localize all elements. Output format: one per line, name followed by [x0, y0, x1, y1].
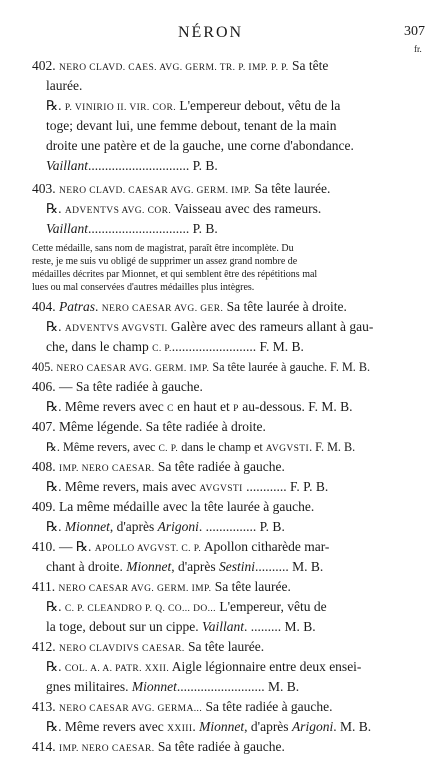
text-segment: ℞. — [46, 519, 65, 534]
text-line — [32, 337, 418, 357]
text-segment: 407. Même légende. Sa tête radiée à droite. — [32, 419, 266, 434]
text-line — [32, 697, 418, 717]
text-line — [32, 199, 418, 219]
text-segment: ℞. — [46, 599, 65, 614]
text-segment: lues ou mal conservées d'autres médailles plus intègres. — [32, 282, 255, 293]
note-line — [32, 281, 418, 294]
text-line — [32, 497, 418, 517]
text-segment: . ............... P. B. — [198, 519, 285, 534]
catalogue-text — [32, 56, 418, 757]
text-segment: ℞. — [46, 659, 65, 674]
text-line — [32, 116, 418, 136]
text-segment: 408. — [32, 459, 59, 474]
text-segment: ℞. Même revers avec — [46, 719, 168, 734]
source-name: Arigoni — [157, 519, 199, 534]
text-segment: 410. — ℞. — [32, 539, 95, 554]
text-line — [32, 357, 418, 377]
page-number: 307 — [404, 24, 425, 39]
text-line — [32, 76, 418, 96]
text-line — [32, 577, 418, 597]
note-line — [32, 268, 418, 281]
coin-legend: NERO CAESAR AVG. GER. — [101, 304, 224, 314]
text-segment: Sa tête — [288, 58, 329, 73]
text-segment: en haut et — [173, 399, 234, 414]
running-title: NÉRON — [178, 24, 244, 41]
text-line — [32, 156, 418, 176]
source-name: Patras — [59, 299, 96, 314]
text-line — [32, 457, 418, 477]
text-segment: Sa tête laurée. — [184, 639, 265, 654]
coin-legend: XXIII — [167, 724, 193, 734]
text-segment: ℞. — [46, 201, 65, 216]
text-segment: , d'après — [109, 519, 158, 534]
text-line — [32, 417, 418, 437]
text-segment: 411. — [32, 579, 59, 594]
text-segment: dans le champ et — [178, 440, 266, 454]
text-segment: Sa tête laurée. — [250, 181, 331, 196]
text-segment: L'empereur debout, vêtu de la — [175, 98, 341, 113]
text-segment: .............................. P. B. — [88, 158, 218, 173]
text-segment: 405. — [32, 360, 57, 374]
source-name: Mionnet — [199, 719, 245, 734]
text-line — [32, 96, 418, 116]
text-line — [32, 56, 418, 76]
text-segment: che, dans le champ — [46, 339, 153, 354]
coin-legend: ADVENTVS AVGVSTI. — [64, 324, 168, 334]
text-segment: 403. — [32, 181, 59, 196]
text-line — [32, 317, 418, 337]
coin-legend: C — [167, 404, 174, 414]
text-segment: ......................... F. M. B. — [171, 339, 304, 354]
text-segment: Sa tête laurée. — [211, 579, 291, 594]
text-segment: toge; devant lui, une femme debout, tenant de la main — [46, 118, 337, 133]
text-segment: Sa tête radiée à gauche. — [154, 459, 285, 474]
text-line — [32, 557, 418, 577]
text-line — [32, 377, 418, 397]
text-segment: , d'après — [244, 719, 292, 734]
text-segment: ℞. Même revers, avec — [46, 440, 159, 454]
text-line — [32, 437, 418, 457]
source-name: Mionnet — [64, 519, 110, 534]
coin-legend: NERO CLAVDIVS CAESAR. — [59, 644, 185, 654]
text-line — [32, 737, 418, 757]
text-segment: la toge, debout sur un cippe. — [46, 619, 202, 634]
text-segment: Apollon citharède mar- — [201, 539, 330, 554]
text-line — [32, 136, 418, 156]
text-line — [32, 617, 418, 637]
coin-legend: COL. A. A. PATR. XXII. — [64, 664, 170, 674]
page-note: fr. — [414, 44, 422, 54]
text-segment: . F. M. B. — [309, 440, 356, 454]
text-segment: Galère avec des rameurs allant à gau- — [167, 319, 374, 334]
text-segment: laurée. — [46, 78, 83, 93]
text-segment: 406. — Sa tête radiée à gauche. — [32, 379, 203, 394]
coin-legend: ADVENTVS AVG. COR. — [64, 206, 172, 216]
text-segment: 414. — [32, 739, 59, 754]
text-segment: . M. B. — [333, 719, 372, 734]
text-line — [32, 517, 418, 537]
text-line — [32, 637, 418, 657]
text-line — [32, 477, 418, 497]
text-segment: . ......... M. B. — [243, 619, 316, 634]
source-name: Vaillant — [46, 221, 89, 236]
text-segment: .......... M. B. — [255, 559, 324, 574]
coin-legend: P — [233, 404, 239, 414]
text-segment: médailles décrites par Mionnet, et qui semblent être des répétitions mal — [32, 269, 318, 280]
text-segment: Sa tête laurée à gauche. F. M. B. — [209, 360, 371, 374]
text-segment: ℞. Même revers avec — [46, 399, 168, 414]
coin-legend: C. P. CLEANDRO P. Q. CO... DO... — [64, 604, 216, 614]
coin-legend: P. VINIRIO II. VIR. COR. — [64, 103, 176, 113]
note-line — [32, 242, 418, 255]
text-segment: .......................... M. B. — [176, 679, 300, 694]
coin-legend: C. P. — [158, 444, 179, 454]
source-name: Arigoni — [291, 719, 334, 734]
coin-legend: IMP. NERO CAESAR. — [59, 744, 155, 754]
source-name: Mionnet — [126, 559, 172, 574]
text-segment: 412. — [32, 639, 59, 654]
text-segment: Sa tête laurée à droite. — [223, 299, 347, 314]
coin-legend: AVGVSTI — [265, 444, 310, 454]
text-segment: . — [95, 299, 102, 314]
text-segment: Sa tête radiée à gauche. — [202, 699, 333, 714]
coin-legend: NERO CLAVD. CAES. AVG. GERM. TR. P. IMP. P. P. — [59, 63, 289, 73]
text-line — [32, 597, 418, 617]
text-segment: Cette médaille, sans nom de magistrat, paraît être incomplète. Du — [32, 243, 294, 254]
text-segment: ℞. Même revers, mais avec — [46, 479, 200, 494]
text-line — [32, 397, 418, 417]
source-name: Sestini — [219, 559, 256, 574]
text-segment: 402. — [32, 58, 59, 73]
text-segment: . — [192, 719, 200, 734]
text-segment: droite une patère et de la gauche, une corne d'abondance. — [46, 138, 354, 153]
text-segment: Aigle légionnaire entre deux ensei- — [169, 659, 362, 674]
coin-legend: APOLLO AVGVST. C. P. — [94, 544, 202, 554]
text-segment: Sa tête radiée à gauche. — [154, 739, 285, 754]
coin-legend: AVGVSTI — [199, 484, 243, 494]
text-line — [32, 657, 418, 677]
text-segment: chant à droite. — [46, 559, 127, 574]
text-line — [32, 717, 418, 737]
text-segment: Vaisseau avec des rameurs. — [171, 201, 322, 216]
text-segment: 409. La même médaille avec la tête laurée à gauche. — [32, 499, 315, 514]
coin-legend: IMP. NERO CAESAR. — [59, 464, 155, 474]
coin-legend: NERO CLAVD. CAESAR AVG. GERM. IMP. — [59, 186, 251, 196]
text-segment: .............................. P. B. — [88, 221, 218, 236]
text-segment: ............ F. P. B. — [242, 479, 329, 494]
text-segment: ℞. — [46, 98, 65, 113]
text-line — [32, 677, 418, 697]
text-segment: 413. — [32, 699, 59, 714]
text-segment: L'empereur, vêtu de — [215, 599, 327, 614]
source-name: Mionnet — [131, 679, 177, 694]
page-header — [0, 24, 446, 54]
coin-legend: NERO CAESAR AVG. GERM. IMP. — [58, 584, 212, 594]
text-segment: au-dessous. F. M. B. — [238, 399, 353, 414]
text-line — [32, 179, 418, 199]
text-line — [32, 219, 418, 239]
coin-legend: NERO CAESAR AVG. GERMA... — [59, 704, 203, 714]
coin-legend: NERO CAESAR AVG. GERM. IMP. — [56, 364, 210, 374]
text-line — [32, 537, 418, 557]
source-name: Vaillant — [201, 619, 244, 634]
source-name: Vaillant — [46, 158, 89, 173]
text-line — [32, 297, 418, 317]
coin-legend: C. P. — [152, 344, 172, 354]
note-line — [32, 255, 418, 268]
text-segment: gnes militaires. — [46, 679, 132, 694]
text-segment: 404. — [32, 299, 59, 314]
text-segment: , d'après — [171, 559, 220, 574]
text-segment: ℞. — [46, 319, 65, 334]
text-segment: reste, je me suis vu obligé de supprimer un assez grand nombre de — [32, 256, 298, 267]
